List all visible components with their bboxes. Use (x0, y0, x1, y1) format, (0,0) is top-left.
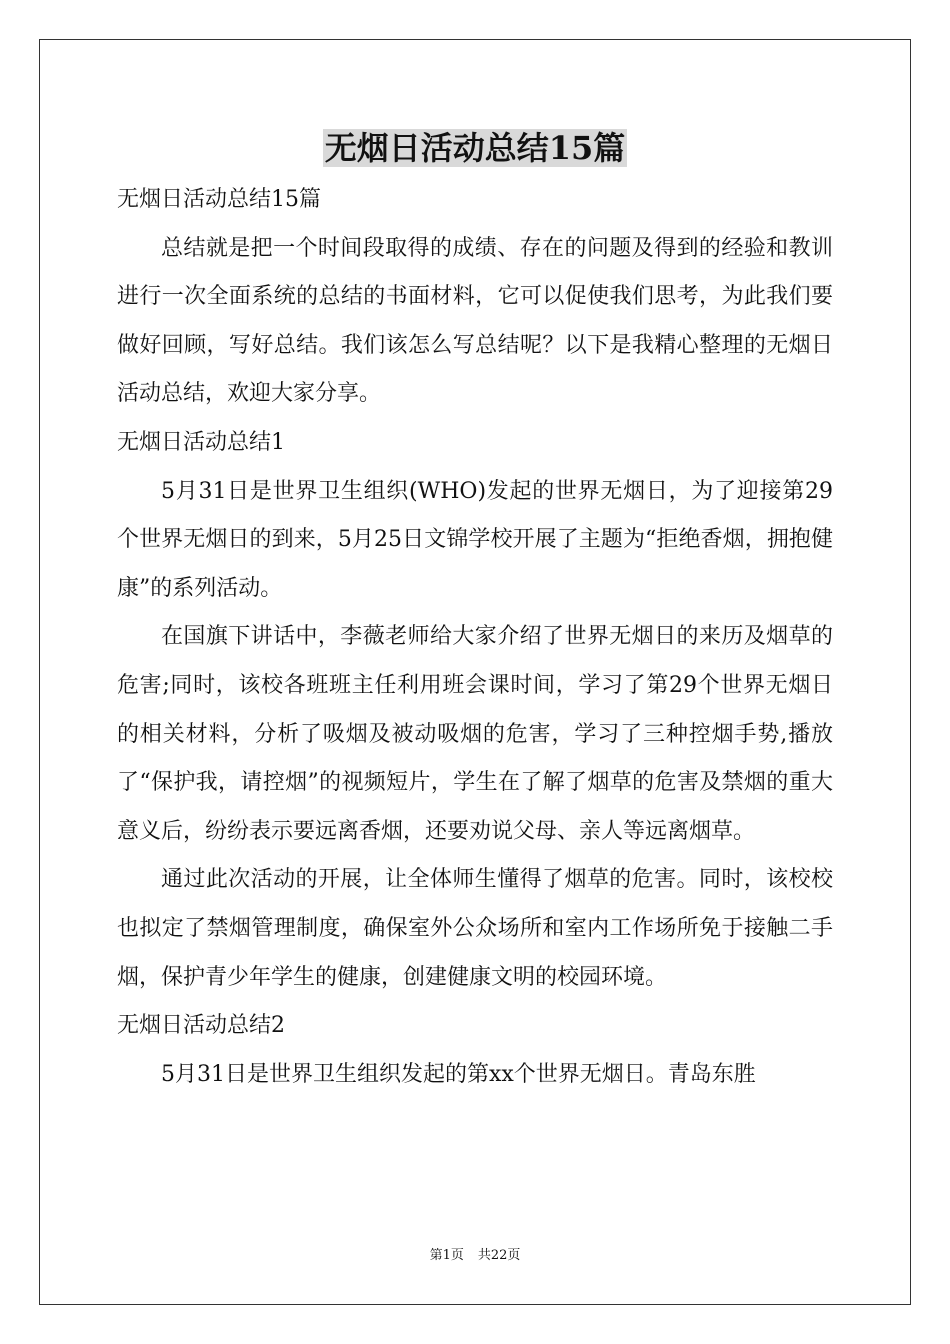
section1-paragraph: 通过此次活动的开展，让全体师生懂得了烟草的危害。同时，该校校也拟定了禁烟管理制度，确保室外公众场所和室内工作场所免于接触二手烟，保护青少年学生的健康，创建健康文明的校园环境。 (117, 867, 833, 990)
section2-paragraph: 5月31日是世界卫生组织发起的第xx个世界无烟日。青岛东胜 (161, 1061, 756, 1087)
document-subtitle: 无烟日活动总结15篇 (117, 187, 321, 212)
section1-paragraph: 5月31日是世界卫生组织(WHO)发起的世界无烟日，为了迎接第29个世界无烟日的到来，5月25日文锦学校开展了主题为“拒绝香烟，拥抱健康”的系列活动。 (117, 478, 833, 601)
intro-paragraph: 总结就是把一个时间段取得的成绩、存在的问题及得到的经验和教训进行一次全面系统的总结的书面材料，它可以促使我们思考，为此我们要做好回顾，写好总结。我们该怎么写总结呢？以下是我精心整理的无烟日活动总结，欢迎大家分享。 (117, 235, 833, 407)
page-footer (0, 1246, 950, 1266)
section-heading-2: 无烟日活动总结2 (117, 1013, 285, 1039)
document-body (117, 176, 833, 1099)
page-number: 第1页 (429, 1248, 464, 1263)
page-total: 共22页 (477, 1248, 521, 1263)
section-heading-1: 无烟日活动总结1 (117, 429, 285, 455)
document-title-text: 无烟日活动总结15篇 (324, 129, 626, 167)
section1-paragraph: 在国旗下讲话中，李薇老师给大家介绍了世界无烟日的来历及烟草的危害;同时，该校各班班主任利用班会课时间，学习了第29个世界无烟日的相关材料，分析了吸烟及被动吸烟的危害，学习了三种控烟手势,播放了“保护我，请控烟”的视频短片，学生在了解了烟草的危害及禁烟的重大意义后，纷纷表示要远离香烟，还要劝说父母、亲人等远离烟草。 (117, 624, 833, 844)
document-title (0, 128, 950, 168)
